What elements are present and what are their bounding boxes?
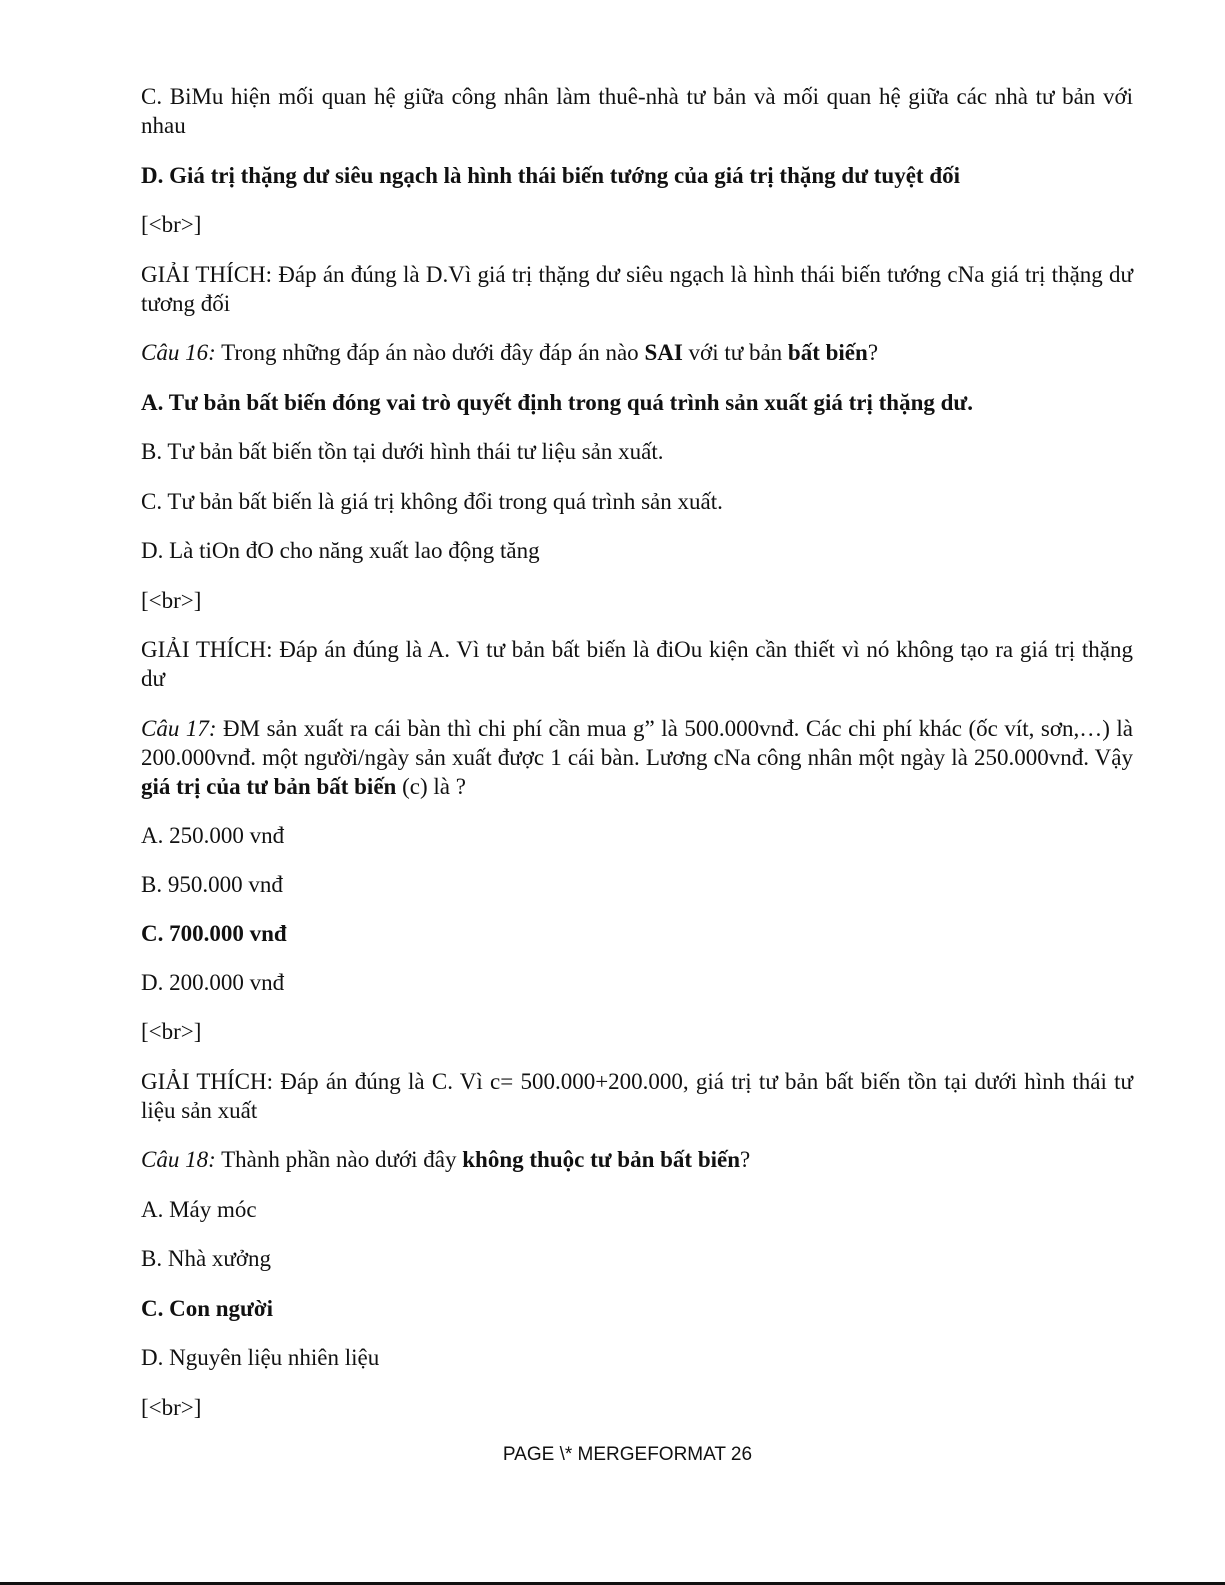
question-18 <box>141 1145 1133 1174</box>
question-emphasis: SAI <box>644 340 683 365</box>
break-marker: [<br>] <box>141 1019 202 1044</box>
question-text: ĐM sản xuất ra cái bàn thì chi phí cần mua g” là 500.000vnđ. Các chi phí khác (ốc vít, sơn,…) là 200.000vnđ. một người/ngày sản xuất được 1 cái bàn. Lương cNa công nhân một ngày là 250.000vnđ. Vậy <box>141 715 1134 770</box>
answer-option: A. Máy móc <box>141 1196 257 1222</box>
answer-option: D. Nguyên liệu nhiên liệu <box>141 1345 380 1370</box>
answer-option: B. 950.000 vnđ <box>141 872 283 897</box>
document-body <box>141 82 1133 1442</box>
question-label: Câu 18: <box>141 1147 216 1172</box>
question-emphasis: giá trị của tư bản bất biến <box>141 773 397 799</box>
break-marker: [<br>] <box>141 212 202 237</box>
correct-answer-option: A. Tư bản bất biến đóng vai trò quyết định trong quá trình sản xuất giá trị thặng dư. <box>141 389 973 415</box>
answer-option: C. BiMu hiện mối quan hệ giữa công nhân làm thuê-nhà tư bản và mối quan hệ giữa các nhà tư bản với nhau <box>141 84 1133 138</box>
question-16 <box>141 338 1133 367</box>
answer-option: C. Tư bản bất biến là giá trị không đổi trong quá trình sản xuất. <box>141 488 723 514</box>
break-marker: [<br>] <box>141 1394 202 1420</box>
question-text: Trong những đáp án nào dưới đây đáp án nào <box>215 340 645 365</box>
question-label: Câu 17: <box>141 715 217 741</box>
correct-answer-option: C. 700.000 vnđ <box>141 921 287 946</box>
break-marker: [<br>] <box>141 587 202 613</box>
explanation: GIẢI THÍCH: Đáp án đúng là D.Vì giá trị thặng dư siêu ngạch là hình thái biến tướng cNa giá trị thặng dư tương đối <box>141 261 1133 316</box>
correct-answer-option: D. Giá trị thặng dư siêu ngạch là hình thái biến tướng của giá trị thặng dư tuyệt đối <box>141 162 961 188</box>
question-emphasis: bất biến <box>787 340 868 365</box>
question-text: ? <box>867 340 879 365</box>
answer-option: D. 200.000 vnđ <box>141 970 285 995</box>
answer-option: D. Là tiOn đO cho năng xuất lao động tăng <box>141 538 540 563</box>
explanation: GIẢI THÍCH: Đáp án đúng là C. Vì c= 500.000+200.000, giá trị tư bản bất biến tồn tại dưới hình thái tư liệu sản xuất <box>141 1068 1133 1123</box>
answer-option: B. Tư bản bất biến tồn tại dưới hình thái tư liệu sản xuất. <box>141 439 664 464</box>
question-text: (c) là ? <box>396 773 466 799</box>
correct-answer-option: C. Con người <box>141 1295 273 1321</box>
question-label: Câu 16: <box>141 340 216 365</box>
question-17 <box>141 714 1133 801</box>
page-footer: PAGE \* MERGEFORMAT 26 <box>502 1444 753 1465</box>
question-text: ? <box>740 1147 751 1172</box>
answer-option: A. 250.000 vnđ <box>141 823 285 848</box>
question-text: Thành phần nào dưới đây <box>215 1147 463 1172</box>
answer-option: B. Nhà xưởng <box>141 1246 272 1271</box>
question-emphasis: không thuộc tư bản bất biến <box>462 1147 741 1172</box>
explanation: GIẢI THÍCH: Đáp án đúng là A. Vì tư bản bất biến là điOu kiện cần thiết vì nó không tạo ra giá trị thặng dư <box>141 637 1133 691</box>
question-text: với tư bản <box>682 340 788 365</box>
